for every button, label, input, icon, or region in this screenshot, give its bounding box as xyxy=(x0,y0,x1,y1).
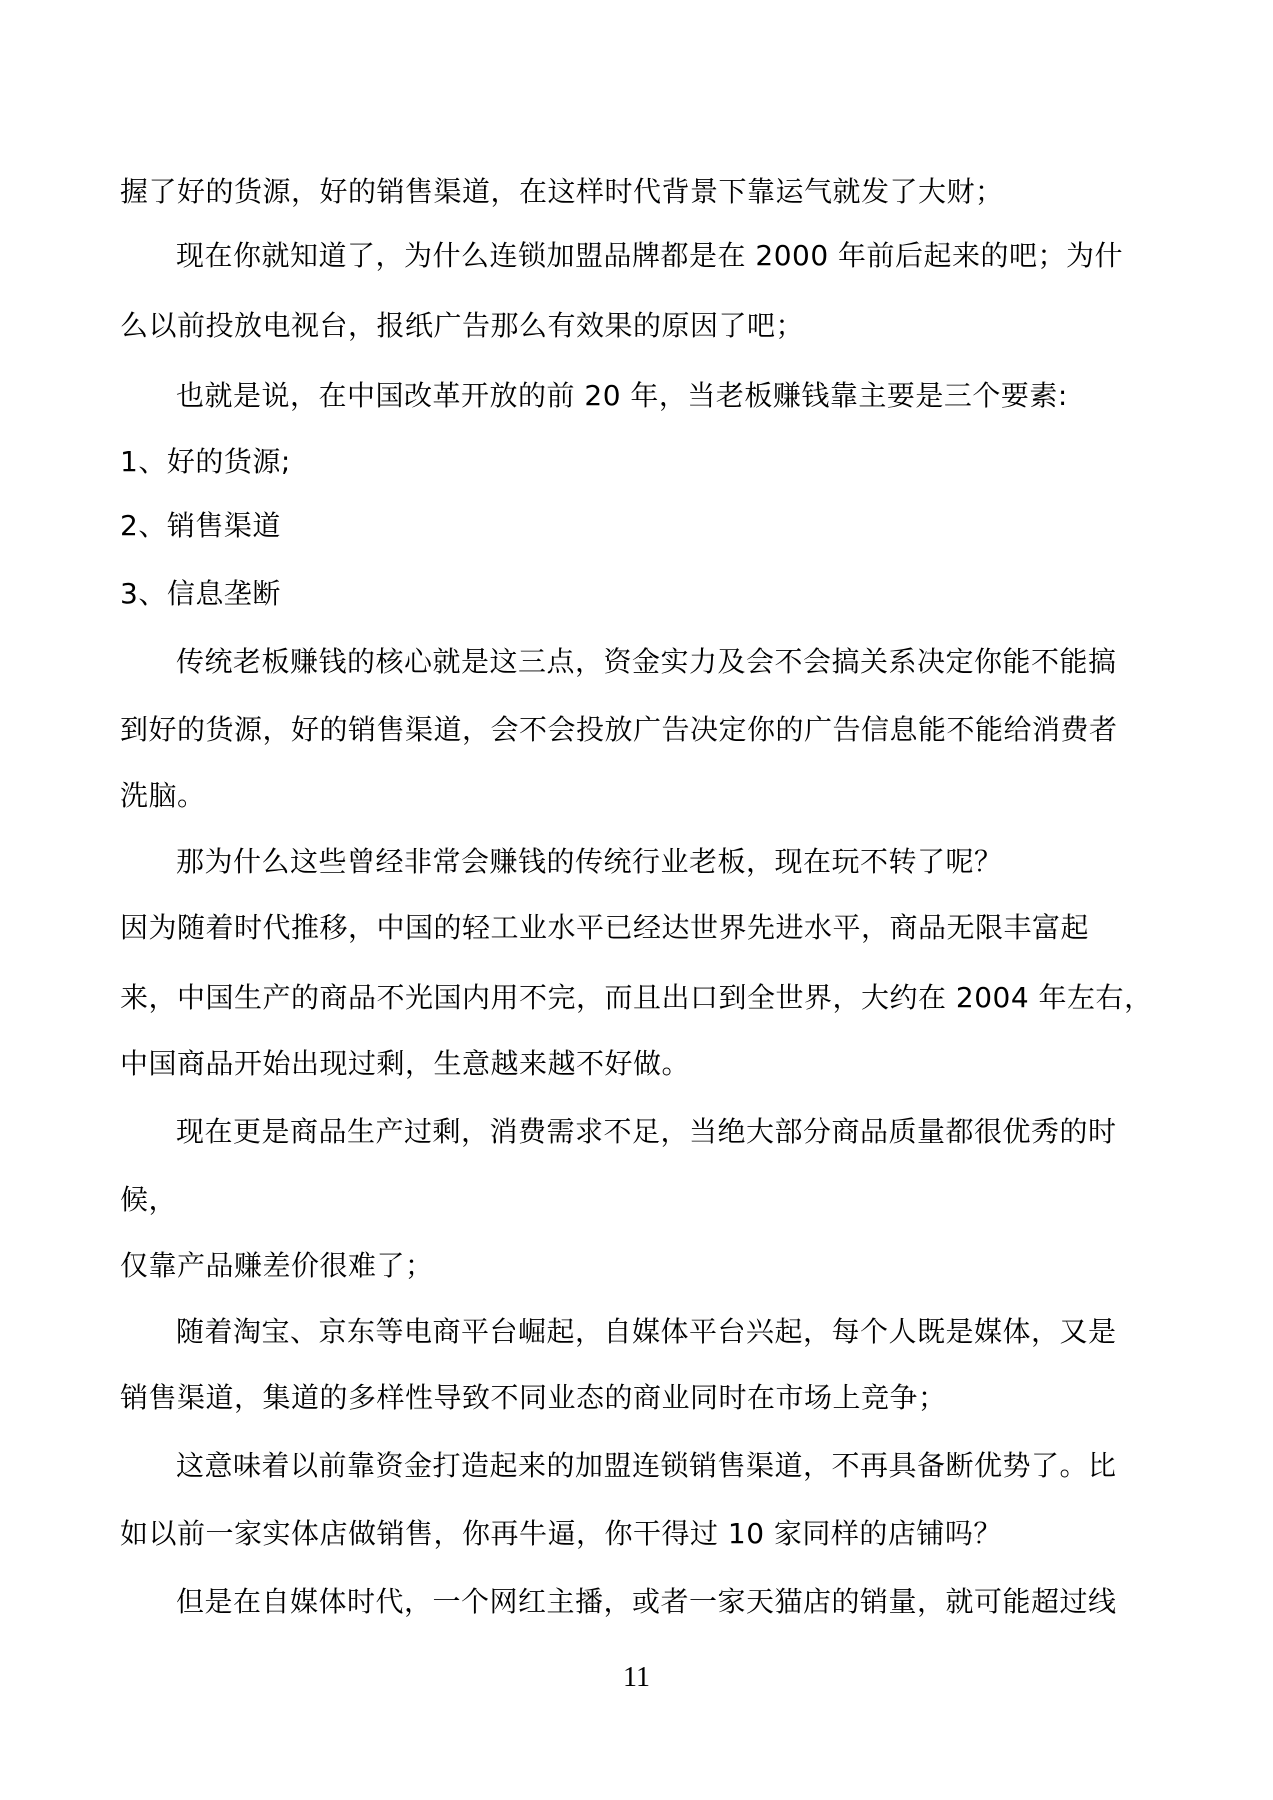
text-line: 现在更是商品生产过剩，消费需求不足，当绝大部分商品质量都很优秀的时 xyxy=(176,1115,1117,1148)
text-line: 如以前一家实体店做销售，你再牛逼，你干得过 10 家同样的店铺吗？ xyxy=(120,1517,1002,1550)
text-line: 但是在自媒体时代，一个网红主播，或者一家天猫店的销量，就可能超过线 xyxy=(176,1585,1117,1618)
text-line: 到好的货源，好的销售渠道，会不会投放广告决定你的广告信息能不能给消费者 xyxy=(120,713,1118,746)
text-line: 仅靠产品赚差价很难了； xyxy=(120,1249,434,1282)
text-line: 随着淘宝、京东等电商平台崛起，自媒体平台兴起，每个人既是媒体，又是 xyxy=(176,1315,1117,1348)
text-line: 销售渠道，集道的多样性导致不同业态的商业同时在市场上竞争； xyxy=(120,1381,947,1414)
text-line: 么以前投放电视台，报纸广告那么有效果的原因了吧； xyxy=(120,309,805,342)
text-line: 因为随着时代推移，中国的轻工业水平已经达世界先进水平，商品无限丰富起 xyxy=(120,911,1090,944)
list-item: 3、信息垄断 xyxy=(120,577,281,610)
list-item: 1、好的货源; xyxy=(120,445,291,478)
text-line: 也就是说，在中国改革开放的前 20 年，当老板赚钱靠主要是三个要素: xyxy=(176,379,1068,412)
text-line: 握了好的货源，好的销售渠道，在这样时代背景下靠运气就发了大财； xyxy=(120,175,1004,208)
page-number: 11 xyxy=(623,1662,650,1693)
text-line: 现在你就知道了，为什么连锁加盟品牌都是在 2000 年前后起来的吧；为什 xyxy=(176,239,1124,272)
text-line: 中国商品开始出现过剩，生意越来越不好做。 xyxy=(120,1047,691,1080)
text-line: 洗脑。 xyxy=(120,779,206,812)
text-line: 传统老板赚钱的核心就是这三点，资金实力及会不会搞关系决定你能不能搞 xyxy=(176,645,1117,678)
list-item: 2、销售渠道 xyxy=(120,509,281,542)
text-line: 那为什么这些曾经非常会赚钱的传统行业老板，现在玩不转了呢？ xyxy=(176,845,1003,878)
text-line: 这意味着以前靠资金打造起来的加盟连锁销售渠道，不再具备断优势了。比 xyxy=(176,1449,1117,1482)
text-line: 候， xyxy=(120,1183,178,1216)
text-line: 来，中国生产的商品不光国内用不完，而且出口到全世界，大约在 2004 年左右， xyxy=(120,981,1153,1014)
